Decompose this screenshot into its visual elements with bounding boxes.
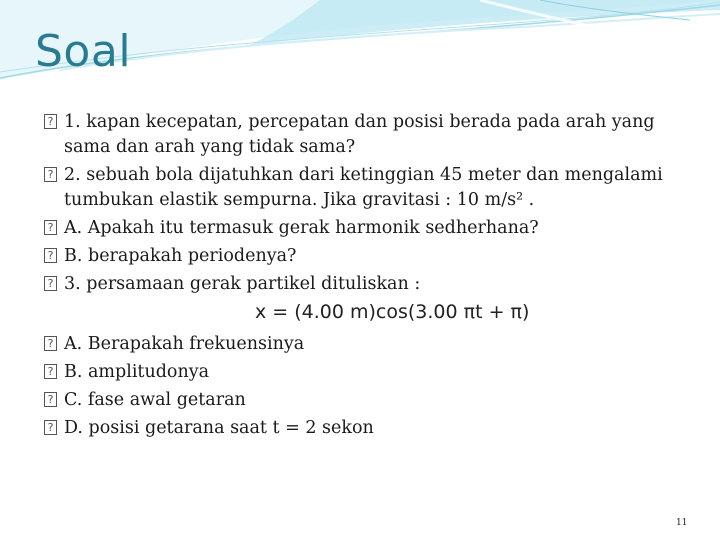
item-text: 1. kapan kecepatan, percepatan dan posisi berada pada arah yang sama dan arah yang tidak sama? [64, 112, 655, 157]
list-item [44, 244, 694, 269]
item-text: C. fase awal getaran [64, 390, 246, 410]
bullet-placeholder-icon: ? [44, 392, 57, 407]
item-text: B. amplitudonya [64, 362, 210, 382]
bullet-placeholder-icon: ? [44, 420, 57, 435]
bullet-placeholder-icon: ? [44, 248, 57, 263]
item-text: A. Berapakah frekuensinya [64, 334, 305, 354]
item-text: A. Apakah itu termasuk gerak harmonik sedherhana? [64, 218, 539, 238]
list-item [44, 272, 694, 297]
bullet-placeholder-icon: ? [44, 114, 57, 129]
item-text: D. posisi getarana saat t = 2 sekon [64, 418, 374, 438]
wave-band-mid [250, 0, 720, 45]
list-item [44, 360, 694, 385]
bullet-placeholder-icon: ? [44, 276, 57, 291]
sub-question-list [44, 332, 694, 444]
question-list [44, 110, 694, 300]
motion-equation: x = (4.00 m)cos(3.00 πt + π) [255, 301, 530, 323]
list-item [44, 332, 694, 357]
list-item [44, 388, 694, 413]
bullet-placeholder-icon: ? [44, 364, 57, 379]
bullet-placeholder-icon: ? [44, 336, 57, 351]
page-number: 11 [676, 518, 688, 528]
item-text: 2. sebuah bola dijatuhkan dari ketinggian 45 meter dan mengalami tumbukan elastik sempurna. Jika gravitasi : 10 m/s² . [64, 165, 663, 210]
list-item [44, 110, 694, 160]
bullet-placeholder-icon: ? [44, 220, 57, 235]
bullet-placeholder-icon: ? [44, 167, 57, 182]
list-item [44, 163, 694, 213]
list-item [44, 416, 694, 441]
list-item [44, 216, 694, 241]
item-text: 3. persamaan gerak partikel dituliskan : [64, 274, 421, 294]
slide-title: Soal [35, 26, 132, 77]
item-text: B. berapakah periodenya? [64, 246, 297, 266]
